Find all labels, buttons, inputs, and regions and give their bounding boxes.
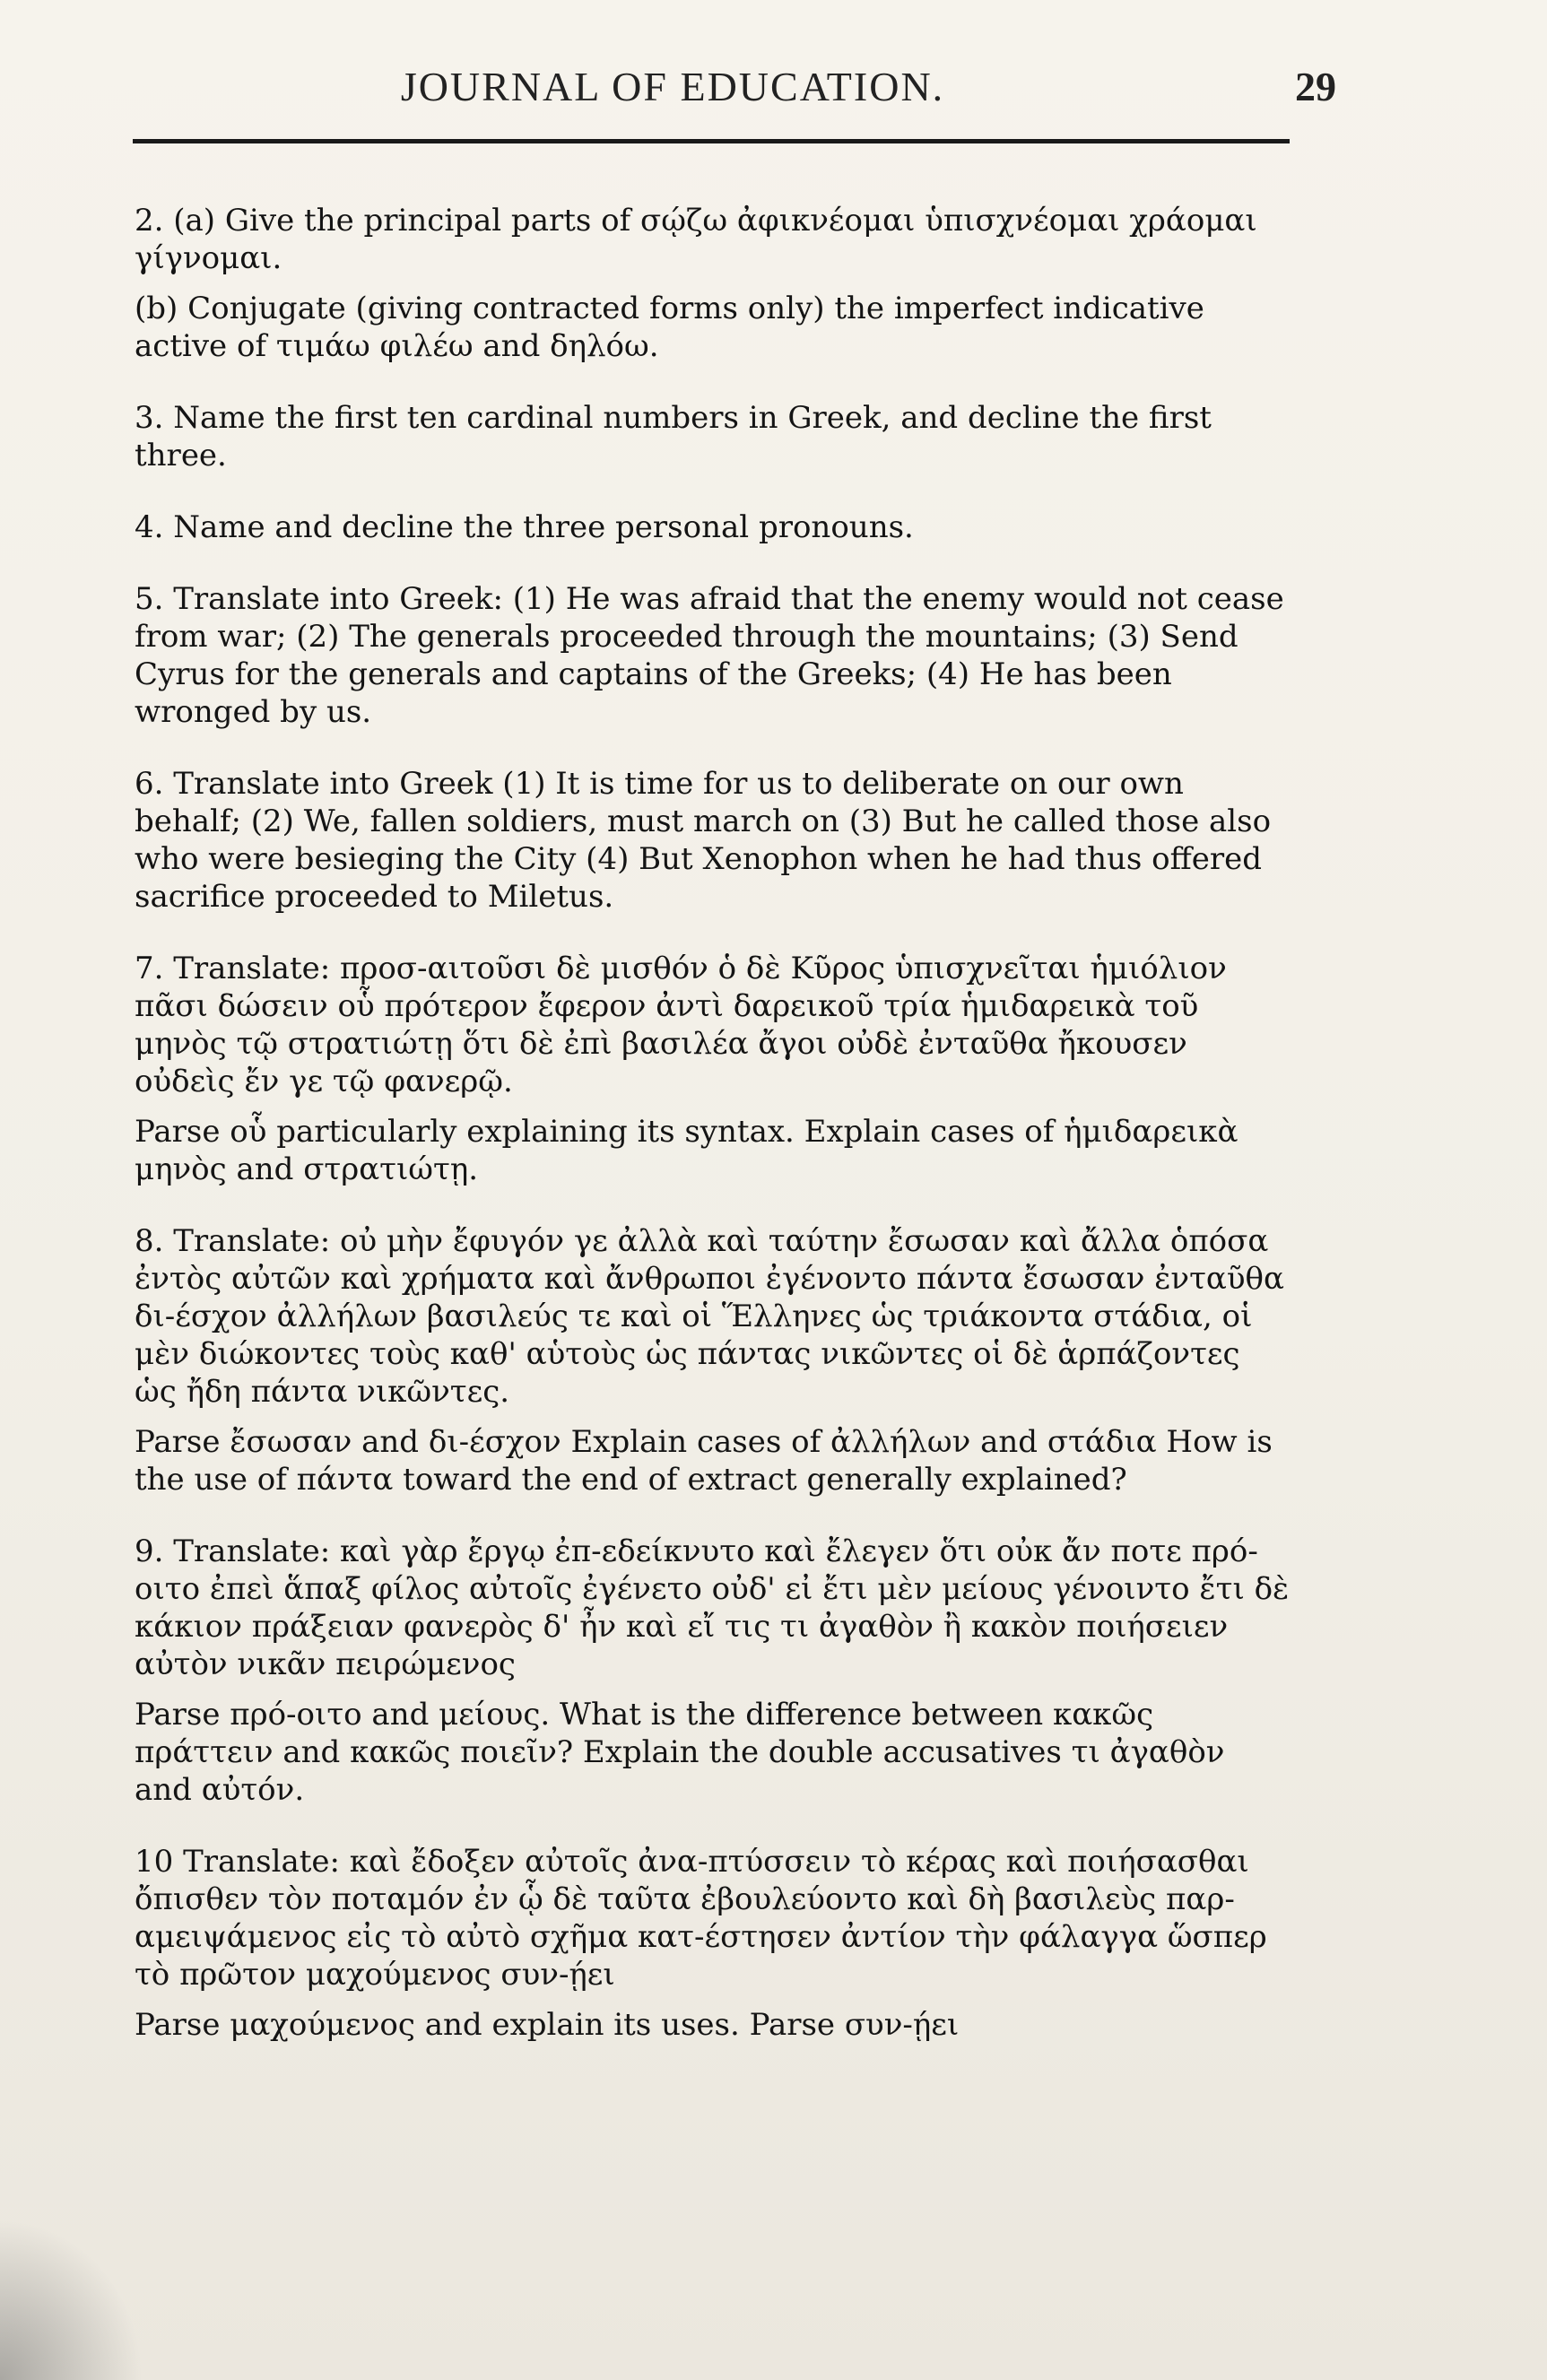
question-9-parse: Parse πρό-οιτο and μείους. What is the difference between κακῶς πράττειν and κακῶς ποιεῖν? Explain the double accusatives τι ἀγαθὸν and αὐτόν.	[135, 1697, 1225, 1808]
question-7-parse: Parse οὗ particularly explaining its syntax. Explain cases of ἡμιδαρεικὰ μηνὸς and στρατιώτῃ.	[135, 1114, 1238, 1187]
question-5	[135, 580, 1291, 731]
question-9-passage: 9. Translate: καὶ γὰρ ἔργῳ ἐπ-εδείκνυτο καὶ ἔλεγεν ὅτι οὐκ ἄν ποτε πρό-οιτο ἐπεὶ ἅπαξ φίλος αὐτοῖς ἐγένετο οὐδ' εἰ ἔτι μὲν μείους γένοιντο ἔτι δὲ κάκιον πράξειαν φανερὸς δ' ἦν καὶ εἴ τις τι ἀγαθὸν ἢ κακὸν ποιήσειεν αὐτὸν νικᾶν πειρώμενος	[135, 1533, 1290, 1682]
question-3	[135, 399, 1291, 474]
question-2-part-b: (b) Conjugate (giving contracted forms only) the imperfect indicative active of τιμάω φιλέω and δηλόω.	[135, 291, 1204, 364]
question-6	[135, 765, 1291, 916]
question-4-text: 4. Name and decline the three personal pronouns.	[135, 509, 914, 545]
question-10	[135, 1843, 1291, 2044]
question-8-passage: 8. Translate: οὐ μὴν ἔφυγόν γε ἀλλὰ καὶ ταύτην ἔσωσαν καὶ ἄλλα ὁπόσα ἐντὸς αὐτῶν καὶ χρήματα καὶ ἄνθρωποι ἐγένοντο πάντα ἔσωσαν ἐνταῦθα δι-έσχον ἀλλήλων βασιλεύς τε καὶ οἱ Ἕλληνες ὡς τριάκοντα στάδια, οἱ μὲν διώκοντες τοὺς καθ' αὑτοὺς ὡς πάντας νικῶντες οἱ δὲ ἁρπάζοντες ὡς ἤδη πάντα νικῶντες.	[135, 1223, 1284, 1410]
question-10-parse: Parse μαχούμενος and explain its uses. Parse συν-ῄει	[135, 2007, 960, 2043]
running-header-title: JOURNAL OF EDUCATION.	[400, 64, 945, 109]
question-7-passage: 7. Translate: προσ-αιτοῦσι δὲ μισθόν ὁ δὲ Κῦρος ὑπισχνεῖται ἡμιόλιον πᾶσι δώσειν οὗ πρότερον ἔφερον ἀντὶ δαρεικοῦ τρία ἡμιδαρεικὰ τοῦ μηνὸς τῷ στρατιώτῃ ὅτι δὲ ἐπὶ βασιλέα ἄγοι οὐδὲ ἐνταῦθα ἤκουσεν οὐδεὶς ἔν γε τῷ φανερῷ.	[135, 951, 1227, 1099]
page-number: 29	[1295, 64, 1336, 109]
scan-corner-shadow	[0, 2219, 143, 2380]
question-9	[135, 1533, 1291, 1809]
question-2-part-a: 2. (a) Give the principal parts of σῴζω ἀφικνέομαι ὑπισχνέομαι χράομαι γίγνομαι.	[135, 203, 1257, 276]
question-4	[135, 508, 1291, 546]
exam-questions	[135, 202, 1291, 2078]
question-5-text: 5. Translate into Greek: (1) He was afraid that the enemy would not cease from war; (2) The generals proceeded through the mountains; (3) Send Cyrus for the generals and captains of the Greeks; (4) He has been wronged by us.	[135, 581, 1284, 730]
question-10-passage: 10 Translate: καὶ ἔδοξεν αὐτοῖς ἀνα-πτύσσειν τὸ κέρας καὶ ποιήσασθαι ὄπισθεν τὸν ποταμόν ἐν ᾧ δὲ ταῦτα ἐβουλεύοντο καὶ δὴ βασιλεὺς παρ-αμειψάμενος εἰς τὸ αὐτὸ σχῆμα κατ-έστησεν ἀντίον τὴν φάλαγγα ὥσπερ τὸ πρῶτον μαχούμενος συν-ῄει	[135, 1844, 1267, 1993]
header-rule	[133, 139, 1290, 143]
question-8-parse: Parse ἔσωσαν and δι-έσχον Explain cases of ἀλλήλων and στάδια How is the use of πάντα toward the end of extract generally explained?	[135, 1424, 1273, 1498]
question-3-text: 3. Name the first ten cardinal numbers in Greek, and decline the first three.	[135, 400, 1212, 473]
question-6-text: 6. Translate into Greek (1) It is time for us to deliberate on our own behalf; (2) We, fallen soldiers, must march on (3) But he called those also who were besieging the City (4) But Xenophon when he had thus offered sacrifice proceeded to Miletus.	[135, 766, 1272, 915]
question-8	[135, 1222, 1291, 1498]
question-7	[135, 950, 1291, 1188]
question-2	[135, 202, 1291, 365]
